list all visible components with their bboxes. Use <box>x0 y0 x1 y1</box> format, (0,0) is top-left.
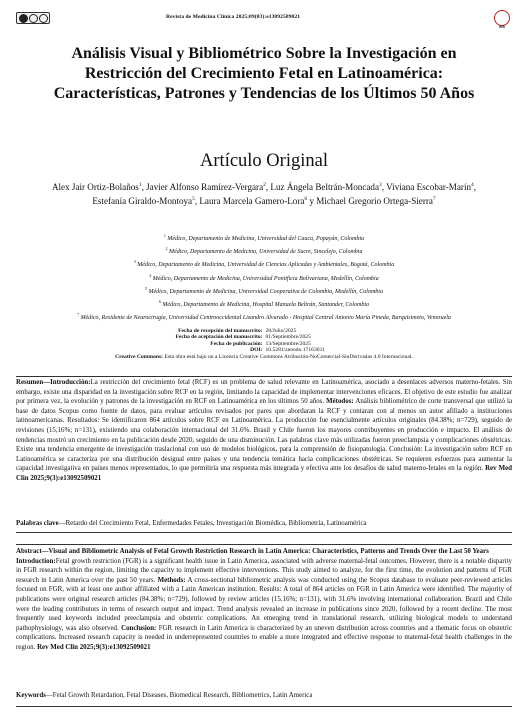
creative-commons-badge-icon <box>16 12 50 24</box>
affiliation-text: Médico, Departamento de Medicina, Universidad de Sucre, Sincelejo, Colombia <box>169 249 363 256</box>
affiliation-text: Médico, Residente de Neurocirugía, Universidad Centrooccidental Lisandro Alvarado - Hospital Central Antonio María Pineda, Barquisimeto, Venezuela <box>80 315 451 322</box>
abstract-conclusion-label: Conclusion: <box>121 624 157 632</box>
affiliation-number: 2 <box>165 246 168 252</box>
affiliation-number: 4 <box>149 272 152 278</box>
page-header <box>16 10 512 30</box>
affiliation-number: 5 <box>145 285 148 291</box>
author-name: Estefanía Giraldo-Montoya <box>92 195 193 206</box>
abstract-methods-label: Methods: <box>157 576 186 584</box>
affiliation-text: Médico, Departamento de Medicina, Universidad del Cauca, Popayán, Colombia <box>167 236 365 242</box>
affiliation-text: Médico, Departamento de Medicina, Universidad Cooperativa de Colombia, Medellín, Colombia <box>148 288 383 295</box>
license-line <box>20 354 508 360</box>
palabras-clave-text: —Retardo del Crecimiento Fetal, Enfermedades Fetales, Investigación Biomédica, Bibliometría, Latinoamérica <box>58 520 367 527</box>
doi-label: DOI: <box>250 347 263 354</box>
author-name: Michael Gregorio Ortega-Sierra <box>316 195 433 206</box>
abstract-block <box>16 547 512 653</box>
journal-citation-line: Revista de Medicina Clínica 2025;09(03):e13092509021 <box>166 14 301 20</box>
keywords-label: Keywords <box>16 692 46 699</box>
divider-top-resumen <box>16 376 512 377</box>
affiliation-item <box>40 310 488 323</box>
affiliation-number: 6 <box>158 299 161 305</box>
affiliation-number: 3 <box>133 259 136 265</box>
resumen-block <box>16 378 512 484</box>
author-name: Javier Alfonso Ramírez-Vergara <box>146 182 264 193</box>
affiliation-item <box>40 257 488 270</box>
author-list: Alex Jair Ortiz-Bolaños$^1$, Javier Alfonso Ramírez-Vergara$^2$, Luz Ángela Beltrán-Moncada$^3$, Viviana Escobar-Marín$^4$, Estefanía Giraldo-Montoya$^5$, Laura Marcela Gamero-Lora$^6$ y Michael Gregorio Ortega-Sierra$^7$ <box>51 182 477 206</box>
affiliation-item <box>40 284 488 297</box>
divider-bottom-resumen <box>16 532 512 533</box>
resumen-heading: Resumen— <box>16 379 51 386</box>
published-label: Fecha de publicación: <box>210 340 263 347</box>
author-name: Alex Jair Ortiz-Bolaños <box>51 182 139 193</box>
journal-logo-text: INS <box>499 25 505 29</box>
license-text: Esta obra está bajo un a Licencia Creative Commons Atribución-NoComercial-SinDerivadas 4.0 Internacional. <box>164 353 413 360</box>
abstract-keywords <box>16 691 512 701</box>
license-label: Creative Commons: <box>115 353 164 360</box>
resumen-intro-label: Introducción: <box>50 379 91 386</box>
author-name: Luz Ángela Beltrán-Moncada <box>270 182 379 193</box>
affiliation-text: Médico, Departamento de Medicina, Hospital Manuela Beltrán, Santander, Colombia <box>162 302 370 309</box>
affiliation-text: Médico, Departamento de Medicina, Universidad Pontificia Bolivariana, Medellín, Colombia <box>152 275 379 282</box>
received-date: 28/Julio/2025 <box>265 328 297 334</box>
resumen-methods-label: Métodos: <box>326 398 354 406</box>
affiliation-text: Médico, Departamento de Medicina, Universidad de Ciencias Aplicadas y Ambientales, Bogotá, Colombia <box>137 262 395 269</box>
affiliation-number: 1 <box>163 233 166 238</box>
author-affiliation-number: 3 <box>379 182 382 188</box>
manuscript-dates <box>20 328 508 360</box>
resumen-citation: Rev Med Clin 2025;9(3):e13092509021 <box>16 465 512 482</box>
accepted-label: Fecha de aceptación del manuscrito: <box>175 334 263 341</box>
divider-top-abstract <box>16 544 512 545</box>
abstract-methods-text: A cross-sectional bibliometric analysis was conducted using the Scopus database to evaluate peer-reviewed articles focused on FGR, with at least one author affiliated with a Latin American institution. Results: A total of 864 articles on FGR in Latin America were identified. The majority of publications were original research articles (84.38%; n=729), followed by review articles (15.16%; n=131), with 31.6% involving international collaboration. Brazil and Chile were the leading contributors in terms of research output and impact. Trend analysis revealed an increase in publications since 2020, followed by a recent decline. The most frequently used keywords included preeclampsia and obstetric complications. An emerging trend in translational research, utilizing biological models to understand pathophysiology, was also observed. <box>16 576 512 632</box>
keywords-text: —Fetal Growth Retardation, Fetal Diseases, Biomedical Research, Bibliometrics, Latin America <box>45 692 313 699</box>
palabras-clave-label: Palabras clave <box>16 520 59 527</box>
author-affiliation-number: 1 <box>138 182 142 188</box>
abstract-intro-text: Fetal growth restriction (FGR) is a significant health issue in Latin America, associated with adverse maternal-fetal outcomes. However, there is a notable disparity in FGR research within the region, limiting the capacity to implement effective interventions. This study aimed to analyze, for the first time, the evolution and patterns of FGR research in Latin America over the past 50 years. <box>16 557 512 584</box>
author-affiliation-number: 7 <box>432 195 436 202</box>
affiliation-item <box>40 297 488 310</box>
abstract-citation: Rev Med Clin 2025;9(3):e13092509021 <box>37 643 151 651</box>
article-title: Análisis Visual y Bibliométrico Sobre la Investigación en Restricción del Crecimiento Fetal en Latinoamérica: Características, Patrones y Tendencias de los Últimos 50 Años <box>53 45 475 102</box>
doi-link[interactable]: 10.5281/zenodo.17163011 <box>265 347 325 354</box>
author-conjunction: y <box>309 195 314 206</box>
affiliation-list <box>40 231 488 323</box>
resumen-keywords <box>16 519 512 529</box>
affiliation-item <box>40 231 488 244</box>
affiliation-item <box>40 244 488 257</box>
published-date: 13/Septiembre/2025 <box>265 340 311 347</box>
accepted-date: 01/Septiembre/2025 <box>265 334 311 341</box>
affiliation-item <box>40 271 488 284</box>
abstract-conclusion-text: FGR research in Latin America is characterized by an uneven distribution across countries and a thematic focus on obstetric complications. Increased research capacity is needed in underrepresented countries to enable a more integrated and effective response to maternal-fetal health challenges in the region. <box>16 624 512 651</box>
author-name: Laura Marcela Gamero-Lora <box>199 195 305 206</box>
author-name: Viviana Escobar-Marín <box>386 182 472 193</box>
affiliation-number: 7 <box>77 312 80 318</box>
resumen-methods-text: Análisis bibliométrico de corte transversal que utilizó la base de datos Scopus como fuente de datos, para evaluar artículos revisados por pares que abordaran la RCF y contaran con al menos un autor afiliado a instituciones latinoamericanas. Resultados: Se identificaron 864 artículos sobre RCF en Latinoamérica. La producción fue esencialmente artículos originales (84.38%; n=729), seguido de revisiones (15,16%; n=131), existiendo una colaboración internacional del 31.6%. Brasil y Chile fueron los mayores contribuyentes en producción e impacto. El análisis de tendencias mostró un crecimiento en la publicación desde 2020, seguido de una disminución. Las palabras clave más utilizadas fueron preeclampsia y complicaciones obstétricas. Existe una tendencia emergente de investigación traslacional con uso de modelos biológicos, para la comprensión de fisiopatología. Conclusión: La investigación sobre RCF en Latinoamérica se caracteriza por una distribución desigual entre países y una tendencia temática hacia complicaciones obstétricas. Se requieren esfuerzos para aumentar la capacidad investigativa en países menos representados, lo que permitiría una respuesta más integrada y efectiva ante los desafíos de salud materno-fetales en la región. <box>16 398 513 473</box>
received-label: Fecha de recepción del manuscrito: <box>178 328 263 334</box>
author-affiliation-number: 2 <box>263 182 266 188</box>
resumen-intro-text: La restricción del crecimiento fetal (RCF) es un problema de salud relevante en Latinoamérica, asociado a desenlaces adversos materno-fetales. Sin embargo, existe una disparidad en la investigación sobre RCF en la región, limitando la capacidad de implementar intervenciones eficaces. El objetivo de este estudio fue analizar por primera vez, la evolución y patrones de la investigación en RCF en Latinoamérica en los últimos 50 años. <box>16 379 512 406</box>
abstract-heading: Abstract—Visual and Bibliometric Analysis of Fetal Growth Restriction Research in Latin America: Characteristics, Patterns and Trends Over the Last 50 Years <box>16 548 489 555</box>
author-affiliation-number: 6 <box>304 195 308 202</box>
article-type: Artículo Original <box>200 151 328 171</box>
abstract-intro-label: Introduction: <box>16 557 56 565</box>
author-affiliation-number: 5 <box>192 195 195 202</box>
journal-logo-icon <box>492 10 512 32</box>
author-affiliation-number: 4 <box>471 182 474 188</box>
divider-bottom-abstract <box>16 706 512 707</box>
